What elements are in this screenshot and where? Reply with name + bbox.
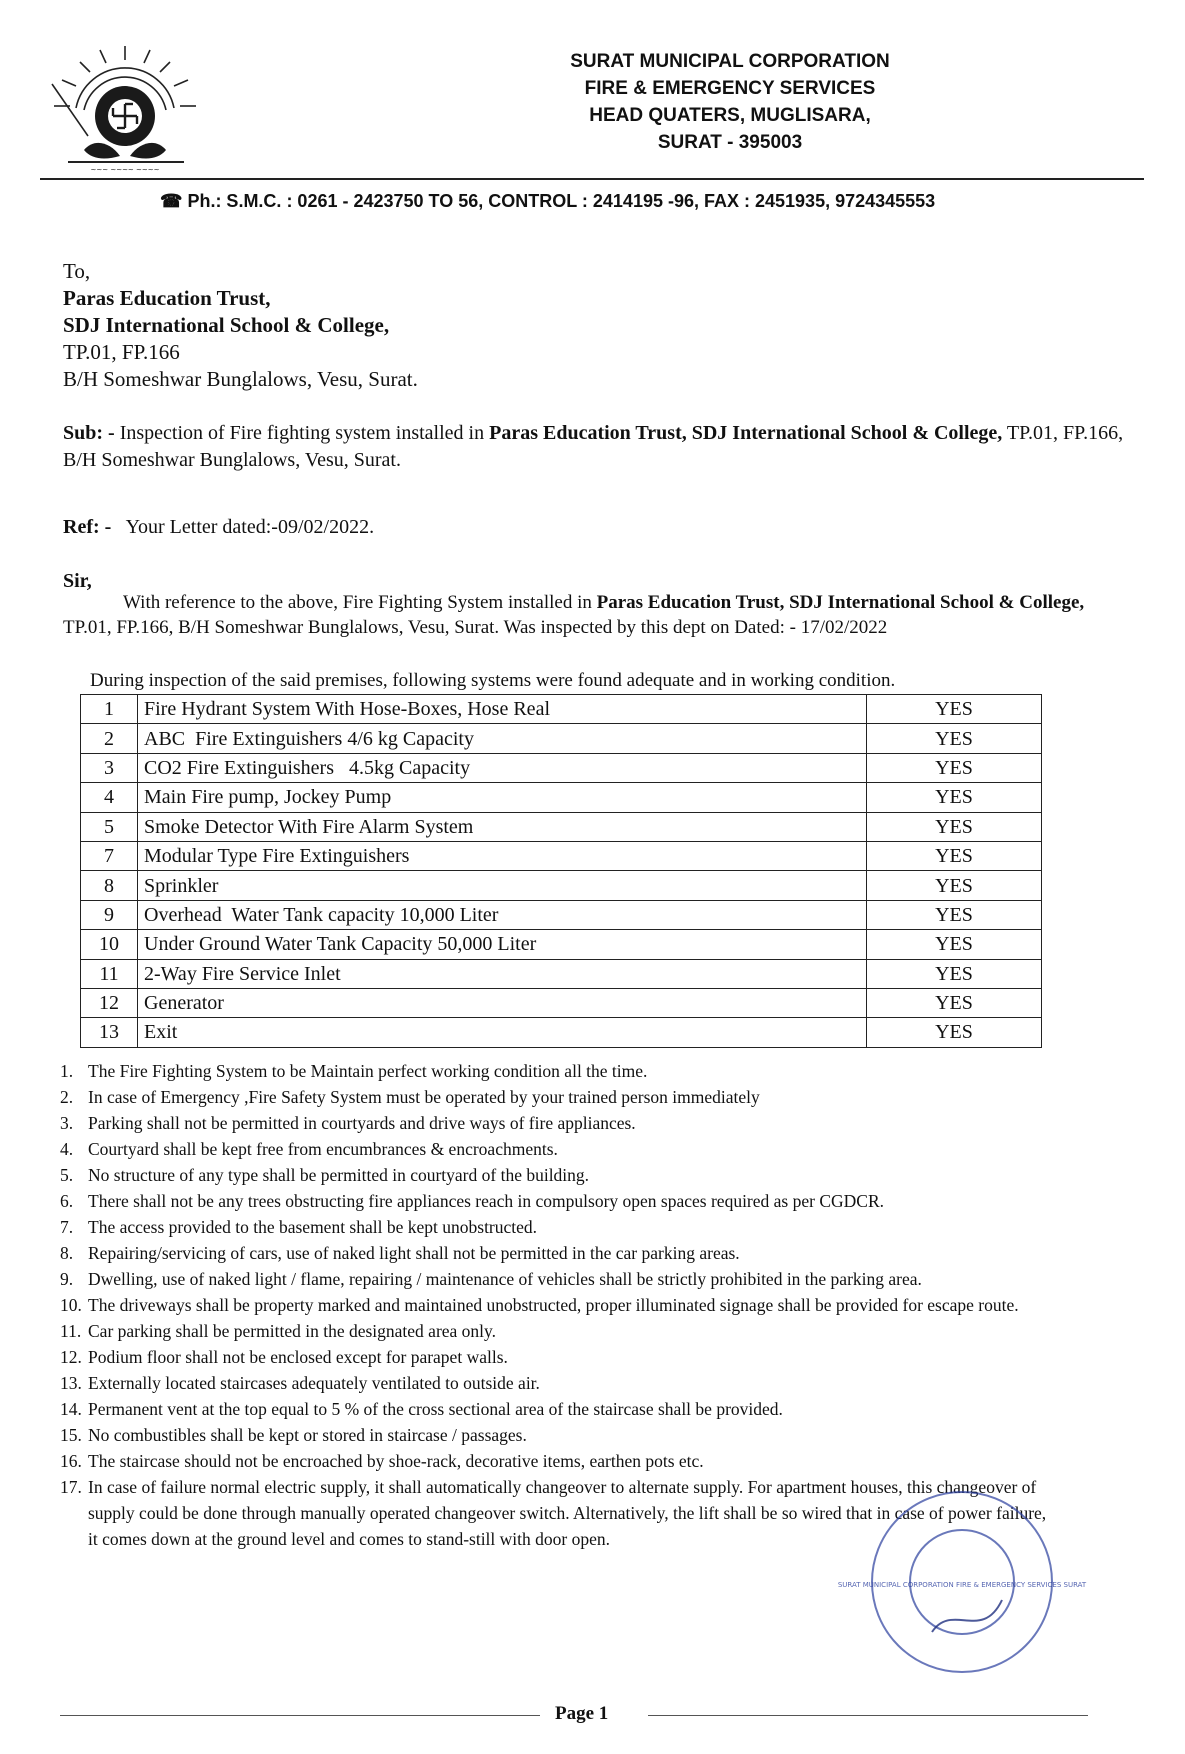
row-number: 8 (81, 871, 138, 900)
list-item (60, 1292, 1060, 1318)
table-row (81, 753, 1042, 782)
system-name: Under Ground Water Tank Capacity 50,000 Liter (138, 930, 867, 959)
smc-emblem-icon (40, 38, 210, 180)
body-bold: Paras Education Trust, SDJ International School & College, (596, 592, 1085, 613)
row-number: 9 (81, 900, 138, 929)
list-item-number: 3. (60, 1113, 74, 1133)
list-item-number: 5. (60, 1165, 74, 1185)
table-row (81, 959, 1042, 988)
reference-text: Your Letter dated:-09/02/2022. (125, 516, 375, 538)
list-item-number: 17. (60, 1477, 82, 1497)
list-item-text: The staircase should not be encroached by shoe-rack, decorative items, earthen pots etc. (88, 1451, 704, 1471)
system-status: YES (867, 930, 1042, 959)
recipient-address (63, 258, 418, 393)
list-item-text: The Fire Fighting System to be Maintain perfect working condition all the time. (88, 1061, 648, 1081)
page-number: Page 1 (555, 1703, 609, 1724)
salutation: Sir, (63, 570, 92, 592)
list-item (60, 1162, 1060, 1188)
row-number: 11 (81, 959, 138, 988)
list-item-number: 13. (60, 1373, 82, 1393)
list-item-number: 9. (60, 1269, 74, 1289)
system-name: Main Fire pump, Jockey Pump (138, 783, 867, 812)
system-status: YES (867, 783, 1042, 812)
recipient-trust: Paras Education Trust, (63, 286, 271, 310)
row-number: 2 (81, 724, 138, 753)
subject-text-a: Inspection of Fire fighting system installed in (114, 422, 490, 444)
header-divider (40, 178, 1144, 180)
body-text-a: With reference to the above, Fire Fighting System installed in (123, 592, 597, 613)
conditions-list (60, 1058, 1060, 1552)
footer-line-left (60, 1715, 540, 1716)
office-location: HEAD QUATERS, MUGLISARA, (589, 105, 871, 126)
list-item-text: Car parking shall be permitted in the designated area only. (88, 1321, 497, 1341)
list-item-text: There shall not be any trees obstructing fire appliances reach in compulsory open spaces required as per CGDCR. (88, 1191, 884, 1211)
list-item (60, 1188, 1060, 1214)
list-item-number: 6. (60, 1191, 74, 1211)
telephone-icon: ☎ (160, 191, 183, 211)
list-item-text: Courtyard shall be kept free from encumbrances & encroachments. (88, 1139, 558, 1159)
table-row (81, 841, 1042, 870)
svg-text:~~~ ~~~~ ~~~~: ~~~ ~~~~ ~~~~ (90, 166, 160, 174)
system-name: Overhead Water Tank capacity 10,000 Liter (138, 900, 867, 929)
subject-label: Sub: - (63, 422, 115, 444)
list-item (60, 1318, 1060, 1344)
list-item (60, 1214, 1060, 1240)
recipient-location: B/H Someshwar Bunglalows, Vesu, Surat. (63, 367, 418, 391)
city-pin: SURAT - 395003 (657, 132, 803, 153)
footer-line-right (648, 1715, 1088, 1716)
system-name: ABC Fire Extinguishers 4/6 kg Capacity (138, 724, 867, 753)
row-number: 4 (81, 783, 138, 812)
system-name: Modular Type Fire Extinguishers (138, 841, 867, 870)
list-item-number: 10. (60, 1295, 82, 1315)
systems-table (80, 694, 1042, 1048)
system-status: YES (867, 900, 1042, 929)
table-row (81, 1018, 1042, 1047)
table-row (81, 988, 1042, 1017)
reference-line (63, 516, 374, 539)
system-status: YES (867, 724, 1042, 753)
list-item (60, 1110, 1060, 1136)
row-number: 7 (81, 841, 138, 870)
letterhead-title (540, 48, 920, 156)
list-item-number: 11. (60, 1321, 82, 1341)
system-status: YES (867, 1018, 1042, 1047)
system-name: Smoke Detector With Fire Alarm System (138, 812, 867, 841)
list-item (60, 1266, 1060, 1292)
list-item (60, 1448, 1060, 1474)
list-item (60, 1344, 1060, 1370)
body-paragraph (63, 590, 1133, 640)
subject-bold: Paras Education Trust, SDJ International School & College, (489, 422, 1003, 444)
to-label: To, (63, 259, 91, 283)
contact-text: Ph.: S.M.C. : 0261 - 2423750 TO 56, CONTROL : 2414195 -96, FAX : 2451935, 9724345553 (187, 191, 936, 211)
system-status: YES (867, 753, 1042, 782)
list-item-number: 2. (60, 1087, 74, 1107)
row-number: 13 (81, 1018, 138, 1047)
system-status: YES (867, 841, 1042, 870)
list-item-number: 12. (60, 1347, 82, 1367)
row-number: 1 (81, 695, 138, 724)
list-item-text: No combustibles shall be kept or stored in staircase / passages. (88, 1425, 527, 1445)
system-name: Generator (138, 988, 867, 1017)
system-status: YES (867, 959, 1042, 988)
list-item (60, 1084, 1060, 1110)
list-item (60, 1136, 1060, 1162)
list-item (60, 1370, 1060, 1396)
list-item-text: Permanent vent at the top equal to 5 % of the cross sectional area of the staircase shall be provided. (88, 1399, 783, 1419)
list-item-number: 4. (60, 1139, 74, 1159)
list-item-number: 7. (60, 1217, 74, 1237)
subject-line (63, 420, 1133, 474)
list-item (60, 1058, 1060, 1084)
list-item-number: 1. (60, 1061, 74, 1081)
list-item-text: No structure of any type shall be permitted in courtyard of the building. (88, 1165, 590, 1185)
list-item (60, 1396, 1060, 1422)
list-item-number: 8. (60, 1243, 74, 1263)
list-item-text: Parking shall not be permitted in courtyards and drive ways of fire appliances. (88, 1113, 636, 1133)
system-status: YES (867, 695, 1042, 724)
row-number: 10 (81, 930, 138, 959)
list-item-number: 15. (60, 1425, 82, 1445)
org-name: SURAT MUNICIPAL CORPORATION (570, 51, 890, 72)
list-item (60, 1422, 1060, 1448)
table-row (81, 871, 1042, 900)
list-item-text: Repairing/servicing of cars, use of naked light shall not be permitted in the car parking areas. (88, 1243, 740, 1263)
list-item-text: Externally located staircases adequately ventilated to outside air. (88, 1373, 540, 1393)
table-row (81, 724, 1042, 753)
table-row (81, 900, 1042, 929)
recipient-plot: TP.01, FP.166 (63, 340, 180, 364)
row-number: 3 (81, 753, 138, 782)
system-status: YES (867, 812, 1042, 841)
table-row (81, 930, 1042, 959)
recipient-school: SDJ International School & College, (63, 313, 390, 337)
system-status: YES (867, 871, 1042, 900)
list-item-text: In case of Emergency ,Fire Safety System must be operated by your trained person immediately (88, 1087, 760, 1107)
inspection-intro: During inspection of the said premises, following systems were found adequate and in working condition. (90, 670, 896, 691)
official-stamp (837, 1482, 1087, 1682)
list-item-text: The access provided to the basement shall be kept unobstructed. (88, 1217, 538, 1237)
body-text-b: TP.01, FP.166, B/H Someshwar Bunglalows, Vesu, Surat. Was inspected by this dept on Dated: - 17/02/2022 (63, 617, 888, 638)
list-item (60, 1240, 1060, 1266)
list-item-text: Podium floor shall not be enclosed except for parapet walls. (88, 1347, 508, 1367)
system-name: Sprinkler (138, 871, 867, 900)
table-row (81, 783, 1042, 812)
contact-line (160, 191, 935, 212)
table-row (81, 695, 1042, 724)
system-name: Fire Hydrant System With Hose-Boxes, Hose Real (138, 695, 867, 724)
stamp-text: SURAT MUNICIPAL CORPORATION FIRE & EMERGENCY SERVICES SURAT (837, 1581, 1087, 1589)
reference-label: Ref: - (63, 516, 112, 538)
list-item-number: 14. (60, 1399, 82, 1419)
subject-text-b: TP.01, FP.166, B/H Someshwar Bunglalows, Vesu, Surat. (63, 422, 1124, 471)
department-name: FIRE & EMERGENCY SERVICES (584, 78, 876, 99)
list-item-text: In case of failure normal electric supply, it shall automatically changeover to alternate supply. For apartment houses, this changeover of supply could be done through manually operated changeover switch. Alternatively, the lift shall be so wired that in case of power failure, it comes down at the ground level and comes to stand-still with door open. (88, 1477, 1047, 1549)
list-item-text: Dwelling, use of naked light / flame, repairing / maintenance of vehicles shall be strictly prohibited in the parking area. (88, 1269, 922, 1289)
system-name: Exit (138, 1018, 867, 1047)
list-item-number: 16. (60, 1451, 82, 1471)
list-item-text: The driveways shall be property marked and maintained unobstructed, proper illuminated signage shall be provided for escape route. (88, 1295, 1019, 1315)
row-number: 12 (81, 988, 138, 1017)
table-row (81, 812, 1042, 841)
system-status: YES (867, 988, 1042, 1017)
system-name: CO2 Fire Extinguishers 4.5kg Capacity (138, 753, 867, 782)
system-name: 2-Way Fire Service Inlet (138, 959, 867, 988)
row-number: 5 (81, 812, 138, 841)
